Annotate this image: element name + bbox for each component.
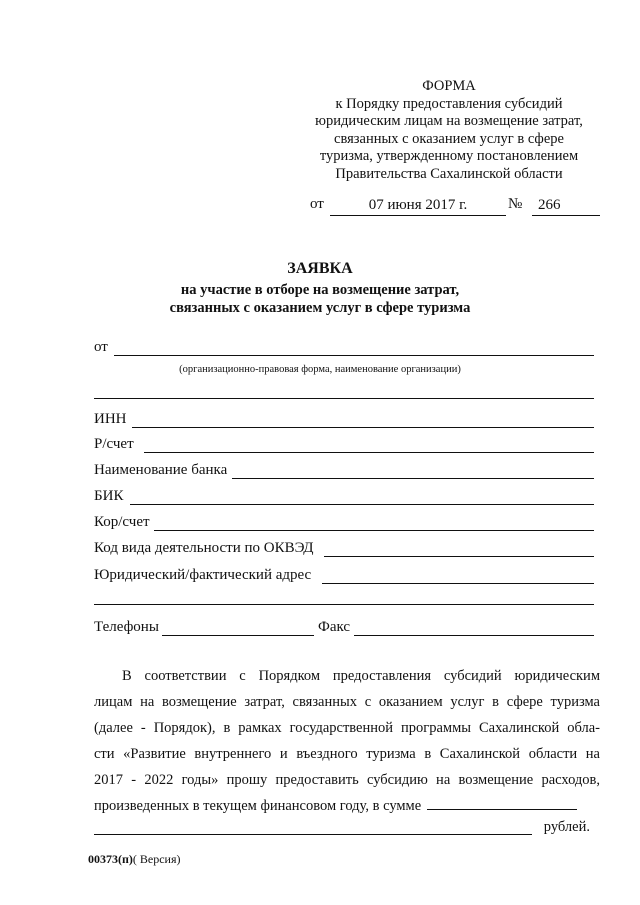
org-line-2[interactable]	[94, 398, 594, 399]
inn-field	[94, 410, 594, 430]
bik-line[interactable]	[130, 504, 594, 505]
paragraph-line: В соответствии с Порядком предоставления субсидий юридическим	[122, 668, 600, 684]
paragraph-line: (далее - Порядок), в рамках государственной программы Сахалинской обла-	[94, 720, 600, 736]
paragraph-line: 2017 - 2022 годы» прошу предоставить субсидию на возмещение расходов,	[94, 772, 600, 788]
bank-line[interactable]	[232, 478, 594, 479]
okved-line[interactable]	[324, 556, 594, 557]
document-footer	[88, 852, 181, 867]
phones-label: Телефоны	[94, 619, 159, 635]
from-label: от	[94, 339, 108, 355]
inn-label: ИНН	[94, 411, 127, 427]
inn-line[interactable]	[132, 427, 594, 428]
bank-label: Наименование банка	[94, 462, 228, 478]
decree-date: 07 июня 2017 г.	[330, 196, 506, 216]
from-field	[94, 338, 594, 358]
account-line[interactable]	[144, 452, 594, 453]
account-label: Р/счет	[94, 436, 134, 452]
from-line[interactable]	[114, 355, 594, 356]
document-subtitle	[0, 281, 640, 317]
paragraph-line: лицам на возмещение затрат, связанных с оказанием услуг в сфере туризма	[94, 694, 600, 710]
corr-account-field	[94, 513, 594, 533]
corr-account-label: Кор/счет	[94, 514, 150, 530]
org-hint: (организационно-правовая форма, наименование организации)	[179, 364, 461, 375]
okved-label: Код вида деятельности по ОКВЭД	[94, 540, 314, 556]
footer-code: 00373(п)	[88, 852, 133, 866]
okved-field	[94, 539, 594, 559]
statement-paragraph	[94, 663, 600, 819]
bik-label: БИК	[94, 488, 124, 504]
header-line: Правительства Сахалинской области	[335, 165, 563, 182]
footer-version: ( Версия)	[132, 852, 181, 866]
rub-label: рублей.	[543, 819, 590, 835]
bik-field	[94, 487, 594, 507]
address-label: Юридический/фактический адрес	[94, 567, 312, 583]
decree-number-sign: №	[508, 196, 523, 212]
address-field	[94, 566, 594, 586]
header-line: к Порядку предоставления субсидий	[335, 95, 563, 112]
fax-line[interactable]	[354, 635, 594, 636]
form-header	[304, 78, 594, 183]
phones-fax-field	[94, 618, 594, 638]
account-field	[94, 435, 594, 455]
sum-line[interactable]	[427, 795, 577, 810]
header-line: туризма, утвержденному постановлением	[319, 148, 579, 164]
phones-line[interactable]	[162, 635, 314, 636]
decree-number: 266	[532, 196, 600, 216]
address-line[interactable]	[322, 583, 594, 584]
sum-line-2[interactable]	[94, 834, 532, 835]
header-line: юридическим лицам на возмещение затрат,	[315, 113, 583, 129]
decree-from-label: от	[310, 196, 324, 212]
bank-field	[94, 461, 594, 481]
address-line-2[interactable]	[94, 604, 594, 605]
paragraph-line: сти «Развитие внутреннего и въездного туризма в Сахалинской области на	[94, 746, 600, 762]
header-line: связанных с оказанием услуг в сфере	[334, 130, 564, 147]
sum-continuation-row	[94, 818, 594, 838]
corr-account-line[interactable]	[154, 530, 594, 531]
fax-label: Факс	[318, 619, 351, 635]
subtitle-line: связанных с оказанием услуг в сфере туризма	[169, 300, 471, 316]
paragraph-line: произведенных в текущем финансовом году, в сумме	[94, 798, 422, 814]
form-word: ФОРМА	[422, 78, 476, 94]
document-title: ЗАЯВКА	[287, 260, 353, 277]
subtitle-line: на участие в отборе на возмещение затрат,	[180, 282, 460, 298]
decree-date-row	[310, 196, 610, 216]
paragraph-last-line	[94, 793, 600, 819]
